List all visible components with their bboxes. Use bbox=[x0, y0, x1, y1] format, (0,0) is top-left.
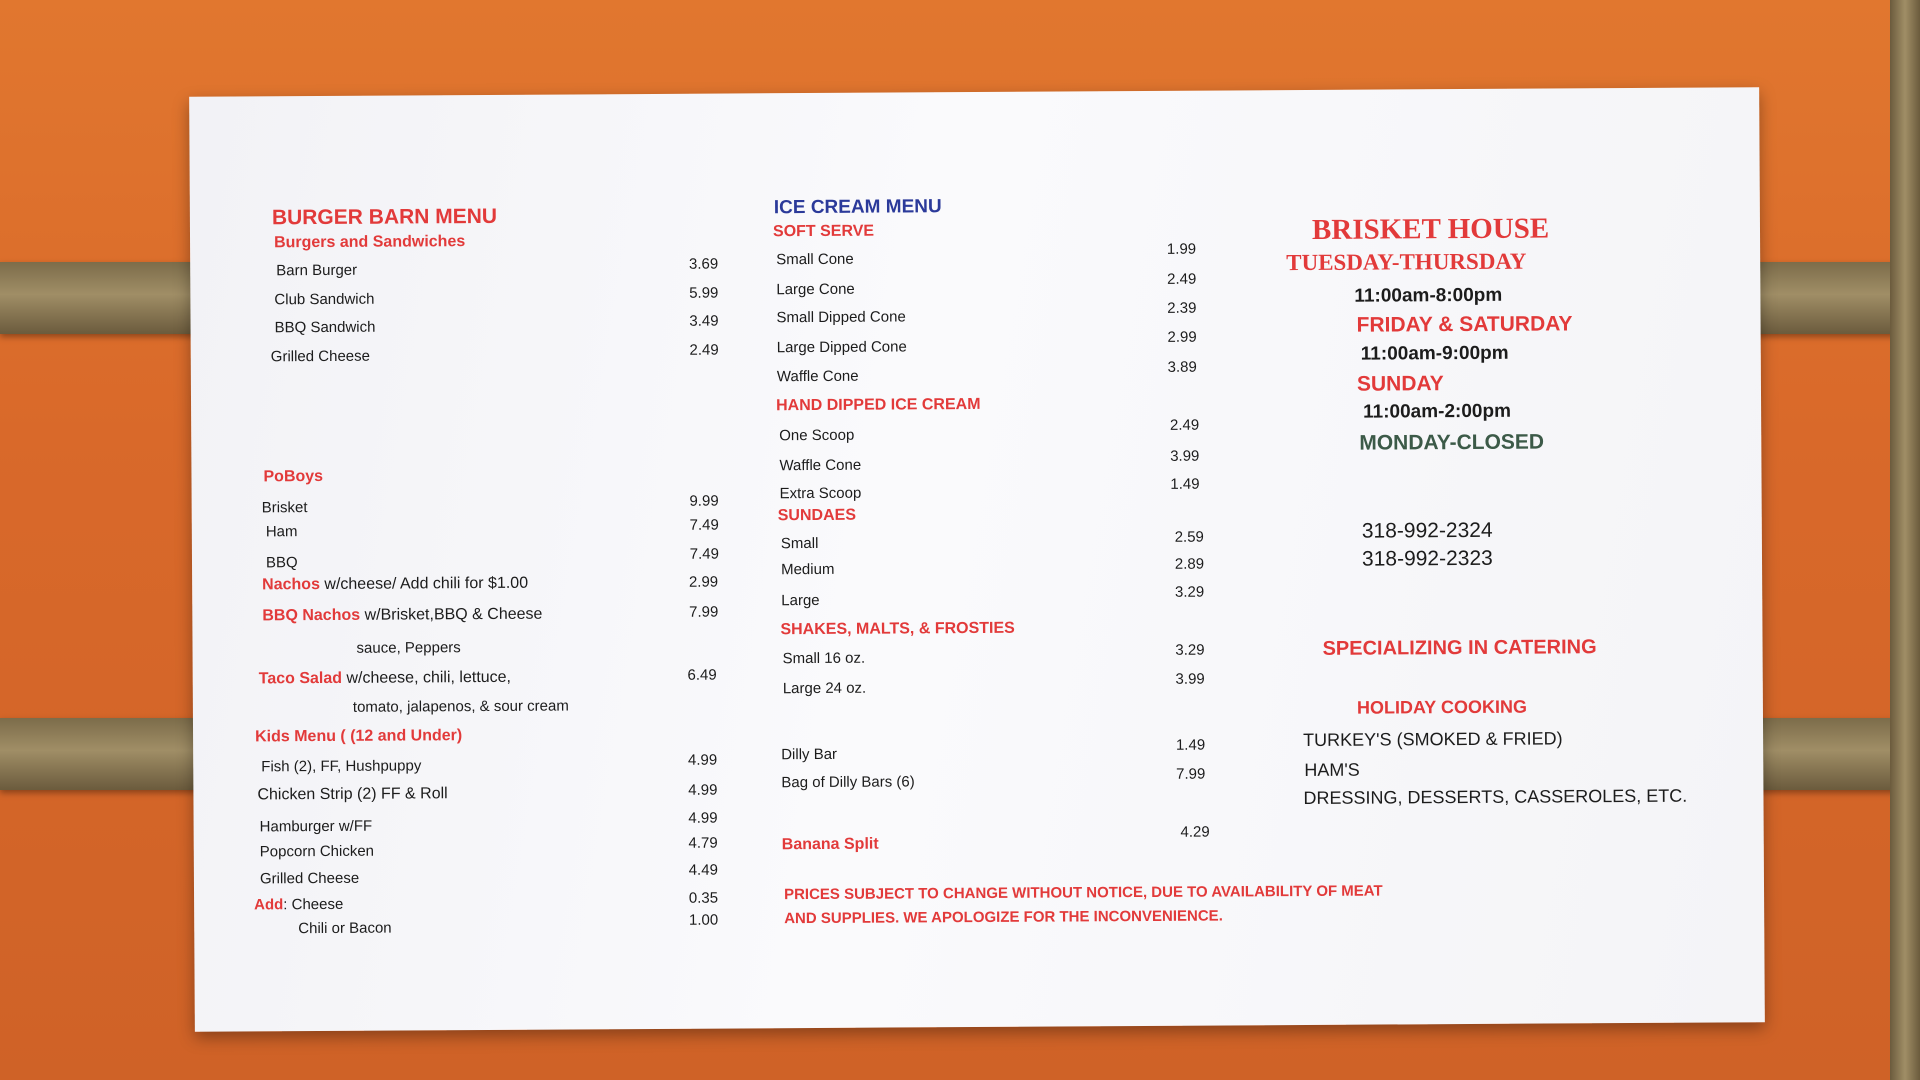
menu-item-name: Dilly Bar bbox=[781, 745, 838, 764]
soft-serve-heading: SOFT SERVE bbox=[772, 222, 875, 241]
menu-item-price: 2.99 bbox=[1167, 328, 1197, 346]
menu-item-name: Large bbox=[781, 591, 820, 610]
menu-item-name: Chicken Strip (2) FF & Roll bbox=[257, 785, 448, 804]
nachos-price: 2.99 bbox=[688, 573, 719, 591]
taco-salad-description: w/cheese, chili, lettuce, bbox=[341, 668, 512, 687]
burger-barn-title: BURGER BARN MENU bbox=[271, 204, 498, 230]
menu-item-name: Small bbox=[780, 534, 819, 553]
banana-split-price: 4.29 bbox=[1180, 823, 1210, 841]
menu-item-name: Large 24 oz. bbox=[782, 679, 867, 698]
menu-item-name: Club Sandwich bbox=[274, 290, 375, 309]
menu-item-name: Grilled Cheese bbox=[270, 347, 371, 366]
add-cheese-price: 0.35 bbox=[688, 889, 719, 907]
holiday-item: DRESSING, DESSERTS, CASSEROLES, ETC. bbox=[1303, 785, 1688, 809]
taco-salad-label: Taco Salad bbox=[258, 669, 343, 688]
menu-item-price: 4.79 bbox=[688, 834, 718, 852]
menu-item-name: One Scoop bbox=[779, 426, 855, 445]
nachos-description: w/cheese/ Add chili for $1.00 bbox=[319, 574, 529, 594]
holiday-cooking-heading: HOLIDAY COOKING bbox=[1356, 696, 1528, 718]
menu-item-price: 1.99 bbox=[1166, 240, 1197, 258]
menu-item-price: 4.99 bbox=[688, 781, 718, 799]
add-item-cheese: : Cheese bbox=[283, 895, 344, 914]
bbq-nachos-label: BBQ Nachos bbox=[262, 606, 361, 625]
menu-item-price: 3.49 bbox=[689, 312, 719, 330]
menu-item-name: Extra Scoop bbox=[779, 484, 862, 503]
banana-split-label: Banana Split bbox=[781, 835, 879, 854]
menu-item-price: 3.99 bbox=[1170, 447, 1200, 465]
menu-item-price: 7.99 bbox=[1176, 765, 1206, 783]
shakes-heading: SHAKES, MALTS, & FROSTIES bbox=[780, 619, 1015, 639]
menu-sheet bbox=[189, 87, 1765, 1032]
hours-days-tue-thu: TUESDAY-THURSDAY bbox=[1286, 248, 1527, 276]
add-label: Add bbox=[254, 896, 284, 914]
menu-item-price: 2.49 bbox=[689, 341, 719, 359]
poboys-heading: PoBoys bbox=[263, 467, 324, 486]
catering-heading: SPECIALIZING IN CATERING bbox=[1322, 636, 1597, 660]
hours-time-fri-sat: 11:00am-9:00pm bbox=[1360, 342, 1509, 365]
ice-cream-title: ICE CREAM MENU bbox=[773, 196, 942, 219]
taco-salad-row bbox=[259, 669, 511, 689]
menu-item-name: Fish (2), FF, Hushpuppy bbox=[261, 757, 422, 776]
menu-item-price: 7.49 bbox=[689, 545, 720, 563]
menu-item-price: 9.99 bbox=[689, 492, 719, 510]
hours-days-sunday: SUNDAY bbox=[1356, 372, 1444, 396]
menu-item-name: Large Dipped Cone bbox=[776, 338, 907, 357]
bbq-nachos-description: w/Brisket,BBQ & Cheese bbox=[360, 605, 543, 624]
menu-item-name: Hamburger w/FF bbox=[259, 817, 373, 836]
menu-item-name: Ham bbox=[265, 523, 298, 541]
menu-item-name: Small 16 oz. bbox=[782, 649, 866, 668]
bbq-nachos-row bbox=[262, 606, 542, 626]
menu-item-name: BBQ Sandwich bbox=[274, 318, 376, 337]
menu-item-name: Large Cone bbox=[776, 280, 855, 299]
sundaes-heading: SUNDAES bbox=[777, 506, 857, 525]
menu-item-price: 3.29 bbox=[1175, 641, 1205, 659]
menu-item-price: 2.59 bbox=[1174, 528, 1204, 546]
hours-time-tue-thu: 11:00am-8:00pm bbox=[1354, 284, 1503, 307]
menu-item-price: 2.49 bbox=[1167, 270, 1197, 288]
menu-item-price: 7.49 bbox=[689, 516, 719, 534]
burgers-sandwiches-heading: Burgers and Sandwiches bbox=[274, 233, 466, 252]
taco-salad-description-cont: tomato, jalapenos, & sour cream bbox=[352, 697, 569, 716]
hours-days-fri-sat: FRIDAY & SATURDAY bbox=[1356, 312, 1573, 337]
menu-item-price: 3.69 bbox=[688, 255, 719, 273]
monday-closed: MONDAY-CLOSED bbox=[1359, 430, 1545, 455]
menu-item-price: 3.29 bbox=[1174, 583, 1205, 601]
menu-item-price: 3.99 bbox=[1175, 670, 1205, 688]
holiday-item: HAM'S bbox=[1304, 759, 1360, 781]
menu-item-price: 1.49 bbox=[1170, 475, 1200, 493]
menu-item-price: 2.39 bbox=[1167, 299, 1197, 317]
menu-item-name: Waffle Cone bbox=[779, 456, 862, 475]
menu-item-name: Waffle Cone bbox=[776, 367, 859, 386]
menu-item-name: Small Dipped Cone bbox=[776, 308, 906, 327]
wood-post bbox=[1890, 0, 1920, 1080]
nachos-label: Nachos bbox=[262, 576, 320, 594]
menu-item-price: 5.99 bbox=[689, 284, 719, 302]
taco-salad-price: 6.49 bbox=[687, 666, 717, 684]
menu-item-name: Barn Burger bbox=[276, 261, 358, 280]
add-ons-row bbox=[254, 896, 343, 914]
phone-number-1: 318-992-2324 bbox=[1361, 518, 1493, 543]
nachos-row bbox=[262, 575, 528, 595]
menu-item-name: Brisket bbox=[261, 499, 308, 517]
menu-item-price: 4.99 bbox=[688, 809, 718, 827]
bbq-nachos-price: 7.99 bbox=[689, 603, 719, 621]
menu-item-price: 4.99 bbox=[687, 751, 718, 769]
menu-item-name: Small Cone bbox=[776, 250, 854, 269]
price-notice: PRICES SUBJECT TO CHANGE WITHOUT NOTICE, DUE TO AVAILABILITY OF MEAT AND SUPPLIES. WE APOLOGIZE FOR THE INCONVENIENCE. bbox=[783, 882, 1383, 928]
menu-item-name: Medium bbox=[781, 560, 835, 579]
phone-number-2: 318-992-2323 bbox=[1361, 546, 1493, 571]
menu-item-price: 4.49 bbox=[688, 861, 718, 879]
menu-item-price: 2.49 bbox=[1169, 416, 1200, 434]
kids-menu-heading: Kids Menu ( (12 and Under) bbox=[255, 727, 463, 746]
menu-item-price: 1.49 bbox=[1175, 736, 1206, 754]
add-item-chili-bacon: Chili or Bacon bbox=[298, 919, 392, 938]
menu-item-name: BBQ bbox=[265, 554, 298, 572]
menu-item-name: Popcorn Chicken bbox=[259, 842, 375, 861]
add-chili-bacon-price: 1.00 bbox=[688, 911, 719, 929]
hand-dipped-heading: HAND DIPPED ICE CREAM bbox=[776, 395, 981, 415]
menu-item-name: Grilled Cheese bbox=[259, 869, 360, 888]
menu-item-price: 3.89 bbox=[1167, 358, 1197, 376]
holiday-item: TURKEY'S (SMOKED & FRIED) bbox=[1303, 728, 1563, 751]
hours-time-sunday: 11:00am-2:00pm bbox=[1363, 400, 1512, 423]
brisket-house-title: BRISKET HOUSE bbox=[1311, 212, 1550, 246]
menu-item-price: 2.89 bbox=[1174, 555, 1205, 573]
bbq-nachos-description-cont: sauce, Peppers bbox=[356, 639, 461, 657]
menu-item-name: Bag of Dilly Bars (6) bbox=[781, 773, 915, 792]
